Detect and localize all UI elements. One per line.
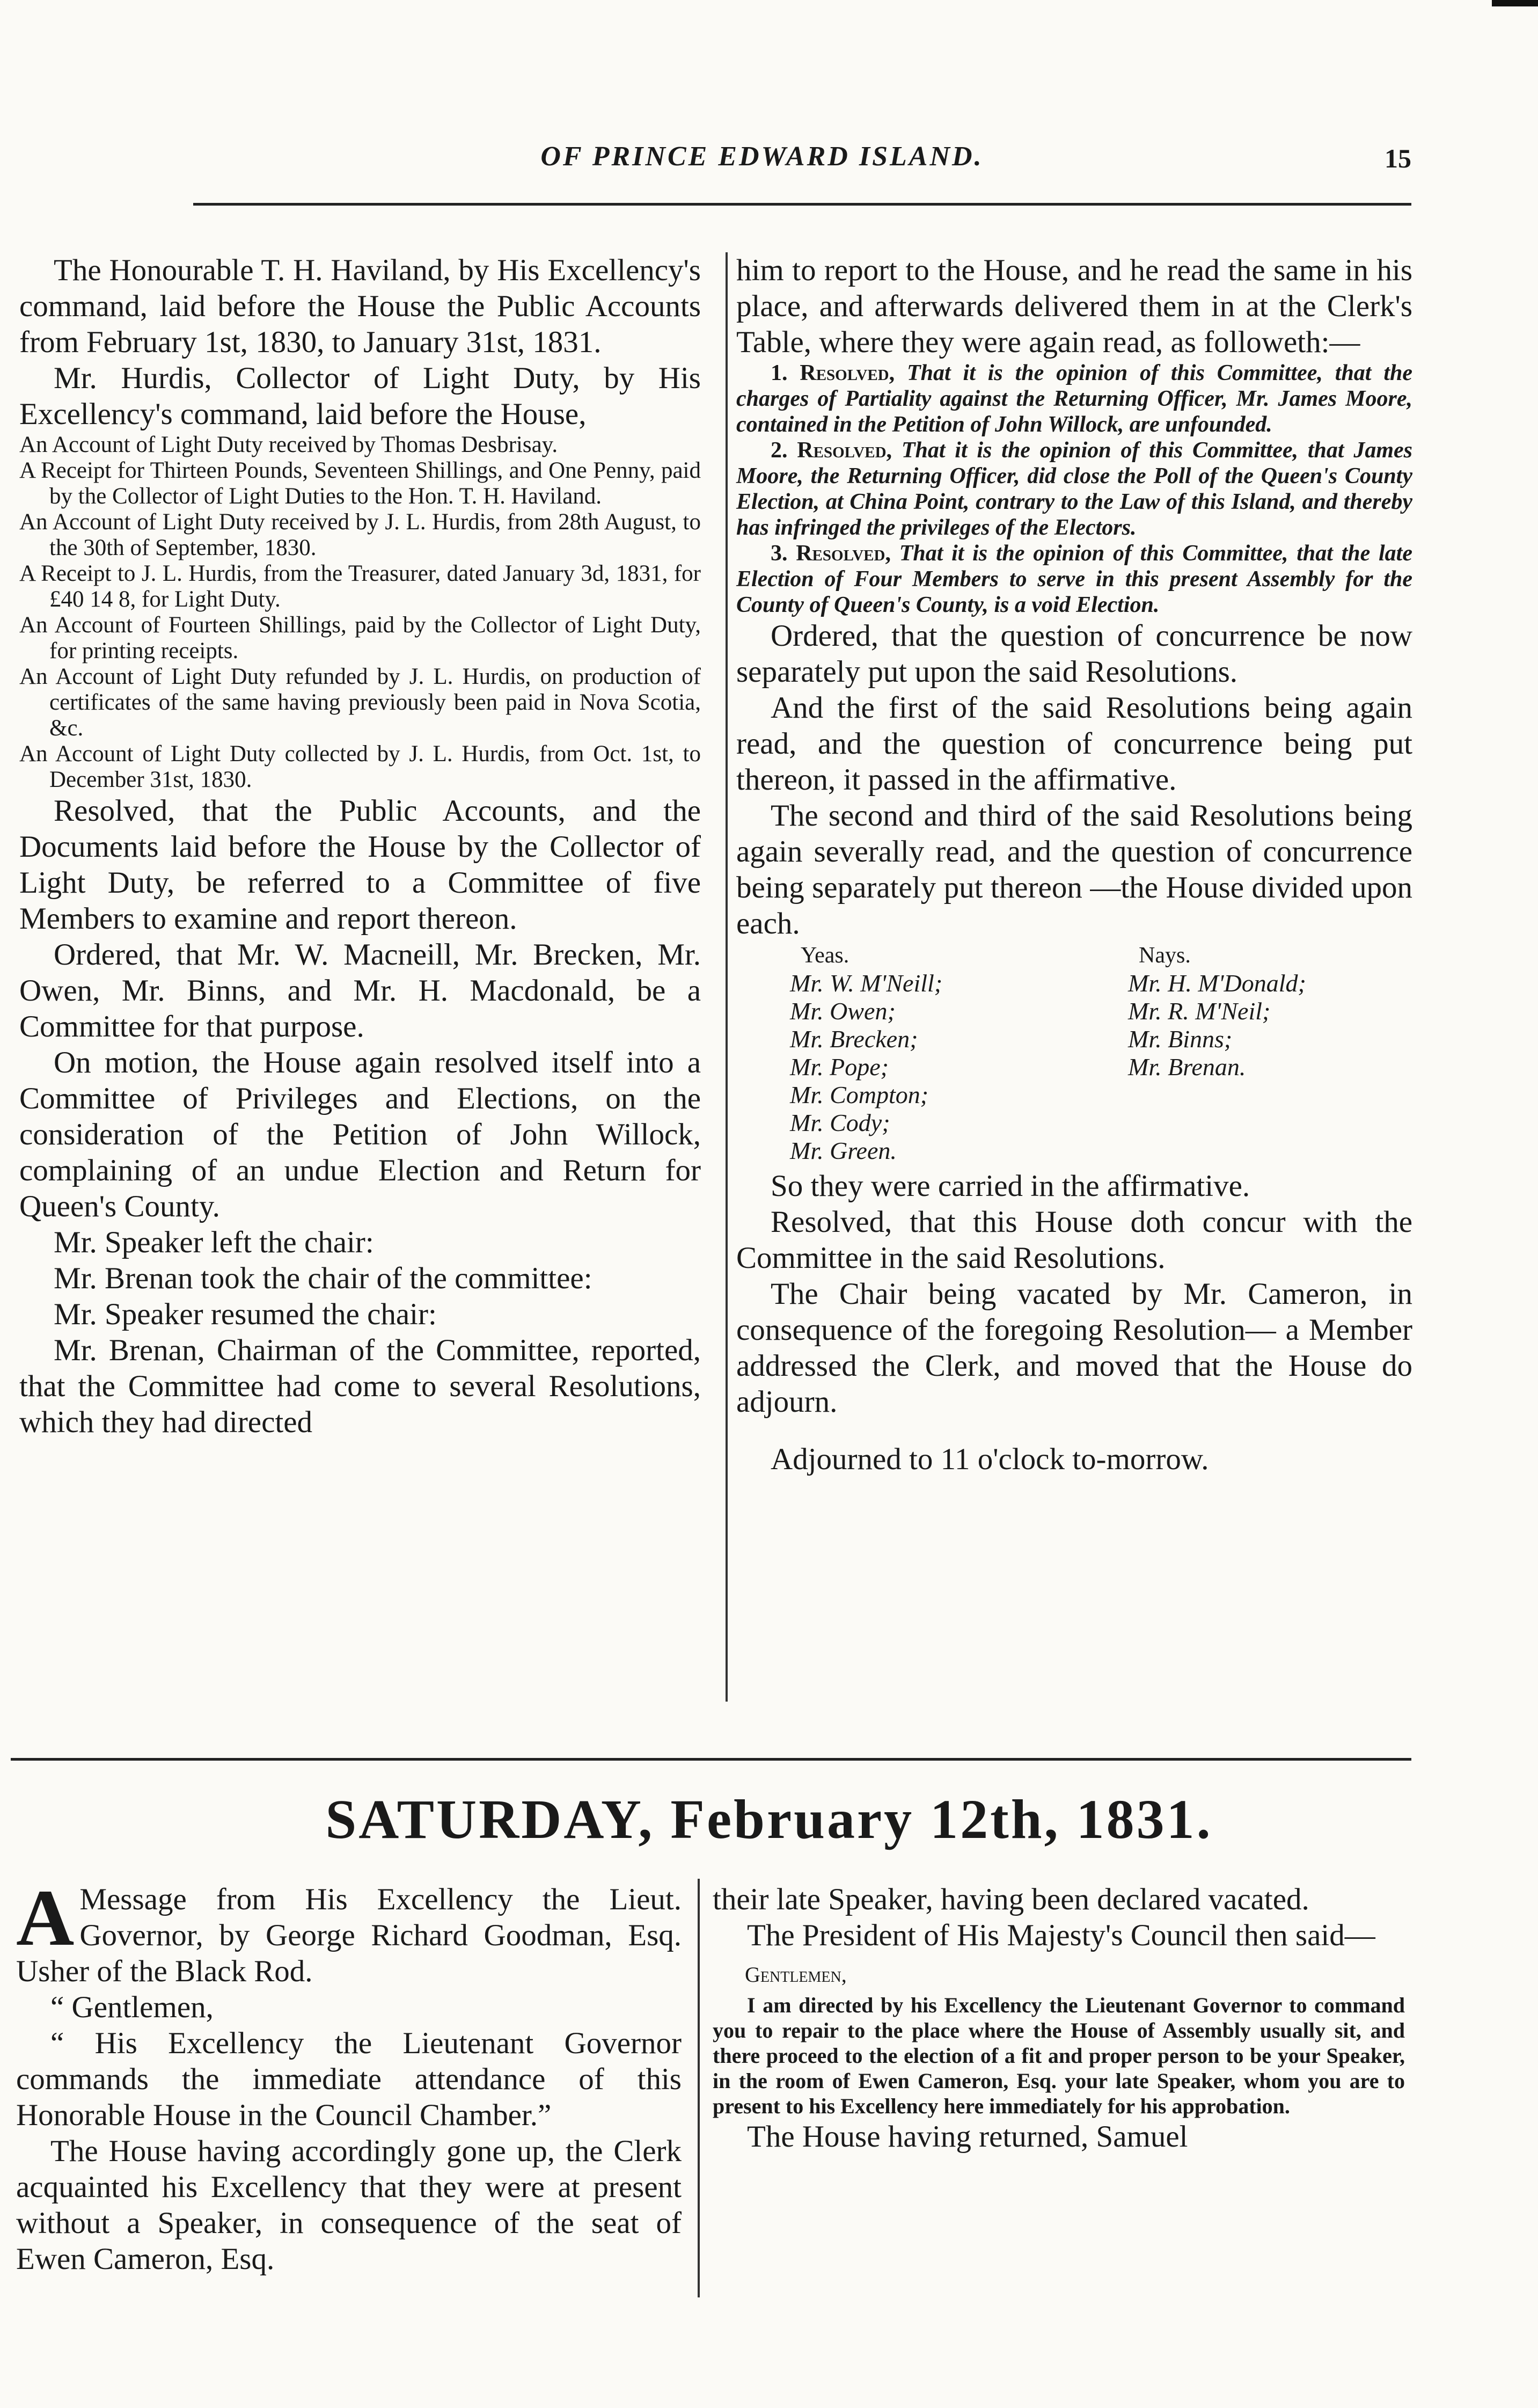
- paragraph: him to report to the House, and he read the same in his place, and afterwards delivered them in at the Clerk's Table, where they were again read, as followeth:—: [736, 253, 1412, 359]
- member-name: Mr. Binns;: [1128, 1025, 1233, 1053]
- resolution-label: 1. Resolved,: [771, 361, 895, 385]
- nays-column: [1074, 942, 1412, 1165]
- paragraph: Ordered, that the question of concurrence be now separately put upon the said Resolutions.: [736, 619, 1412, 689]
- paragraph: The Chair being vacated by Mr. Cameron, in consequence of the foregoing Resolution— a Member addressed the Clerk, and moved that the House do adjourn.: [736, 1277, 1412, 1419]
- paragraph: The President of His Majesty's Council then said—: [747, 1918, 1375, 1952]
- left-column: [19, 252, 701, 1440]
- list-item: A Receipt for Thirteen Pounds, Seventeen Shillings, and One Penny, paid by the Collector of Light Duties to the Hon. T. H. Haviland.: [19, 458, 701, 509]
- member-name: Mr. Green.: [790, 1137, 897, 1164]
- resolution-2: [736, 437, 1412, 541]
- division-list: [736, 942, 1412, 1165]
- paragraph: So they were carried in the affirmative.: [771, 1169, 1250, 1203]
- paragraph: Resolved, that the Public Accounts, and the Documents laid before the House by the Collector of Light Duty, be referred to a Committee of five Members to examine and report thereon.: [19, 794, 701, 936]
- list-item: A Receipt to J. L. Hurdis, from the Treasurer, dated January 3d, 1831, for £40 14 8, for Light Duty.: [19, 561, 701, 612]
- page-number: 15: [1385, 143, 1411, 173]
- paragraph: Resolved, that this House doth concur with the Committee in the said Resolutions.: [736, 1205, 1412, 1275]
- yeas-label: Yeas.: [801, 943, 849, 968]
- paragraph: Adjourned to 11 o'clock to-morrow.: [771, 1442, 1209, 1476]
- paragraph: “ Gentlemen,: [50, 1990, 214, 2024]
- resolution-label: 2. Resolved,: [771, 438, 892, 463]
- paragraph: Mr. Hurdis, Collector of Light Duty, by His Excellency's command, laid before the House,: [19, 361, 701, 431]
- member-name: Mr. Cody;: [790, 1109, 890, 1136]
- list-item: An Account of Fourteen Shillings, paid by the Collector of Light Duty, for printing receipts.: [19, 612, 701, 663]
- list-item: An Account of Light Duty refunded by J. L. Hurdis, on production of certificates of the same having previously been paid in Nova Scotia, &c.: [19, 664, 701, 741]
- resolution-3: [736, 541, 1412, 618]
- column-divider-top: [726, 252, 728, 1702]
- nays-label: Nays.: [1139, 943, 1191, 968]
- resolution-text: That it is the opinion of this Committee, that the charges of Partiality against the Returning Officer, Mr. James Moore, contained in the Petition of John Willock, are unfounded.: [736, 361, 1413, 437]
- list-item: An Account of Light Duty collected by J. L. Hurdis, from Oct. 1st, to December 31st, 1830.: [19, 741, 701, 792]
- salutation: Gentlemen,: [745, 1962, 847, 1987]
- paragraph: The second and third of the said Resolutions being again severally read, and the question of concurrence being separately put thereon —the House divided upon each.: [736, 799, 1412, 940]
- column-divider-bottom: [698, 1879, 700, 2297]
- paragraph: The Honourable T. H. Haviland, by His Excellency's command, laid before the House the Public Accounts from February 1st, 1830, to January 31st, 1831.: [19, 253, 701, 359]
- paragraph: The House having accordingly gone up, the Clerk acquainted his Excellency that they were at present without a Speaker, in consequence of the seat of Ewen Cameron, Esq.: [16, 2134, 682, 2276]
- top-edge-rule: [1492, 0, 1538, 6]
- right-column: [736, 252, 1412, 1477]
- running-head: [0, 141, 1538, 178]
- resolution-text: That it is the opinion of this Committee, that James Moore, the Returning Officer, did close the Poll of the Queen's County Election, at China Point, contrary to the Law of this Island, and thereby has infringed the privileges of the Electors.: [736, 438, 1413, 540]
- paragraph: Ordered, that Mr. W. Macneill, Mr. Brecken, Mr. Owen, Mr. Binns, and Mr. H. Macdonald, be a Committee for that purpose.: [19, 938, 701, 1044]
- resolution-label: 3. Resolved,: [771, 541, 891, 566]
- paragraph: their late Speaker, having been declared vacated.: [713, 1882, 1309, 1916]
- paragraph: On motion, the House again resolved itself into a Committee of Privileges and Elections, on the consideration of the Petition of John Willock, complaining of an undue Election and Return for Queen's County.: [19, 1046, 701, 1223]
- member-name: Mr. Brecken;: [790, 1025, 918, 1053]
- header-rule: [193, 203, 1411, 206]
- document-list: [19, 432, 701, 793]
- member-name: Mr. W. M'Neill;: [790, 969, 943, 997]
- paragraph: Mr. Brenan, Chairman of the Committee, reported, that the Committee had come to several Resolutions, which they had directed: [19, 1333, 701, 1439]
- yeas-column: [736, 942, 1074, 1165]
- drop-cap: A: [16, 1873, 75, 1962]
- paragraph: Mr. Brenan took the chair of the committee:: [54, 1261, 592, 1295]
- paragraph: The House having returned, Samuel: [747, 2120, 1188, 2154]
- bottom-left-column: [16, 1873, 682, 2277]
- running-title: OF PRINCE EDWARD ISLAND.: [540, 141, 984, 172]
- resolution-text: That it is the opinion of this Committee, that the late Election of Four Members to serve in this present Assembly for the County of Queen's County, is a void Election.: [736, 541, 1412, 617]
- paragraph: Mr. Speaker resumed the chair:: [54, 1297, 437, 1331]
- paragraph: And the first of the said Resolutions being again read, and the question of concurrence being put thereon, it passed in the affirmative.: [736, 691, 1412, 797]
- paragraph: Mr. Speaker left the chair:: [54, 1225, 374, 1259]
- member-name: Mr. Brenan.: [1128, 1053, 1246, 1081]
- list-item: An Account of Light Duty received by Thomas Desbrisay.: [19, 432, 558, 457]
- resolution-1: [736, 360, 1412, 437]
- member-name: Mr. R. M'Neil;: [1128, 997, 1271, 1025]
- member-name: Mr. Compton;: [790, 1081, 929, 1108]
- member-name: Mr. Pope;: [790, 1053, 889, 1081]
- member-name: Mr. Owen;: [790, 997, 896, 1025]
- list-item: An Account of Light Duty received by J. L. Hurdis, from 28th August, to the 30th of September, 1830.: [19, 509, 701, 560]
- paragraph: “ His Excellency the Lieutenant Governor commands the immediate attendance of this Honorable House in the Council Chamber.”: [16, 2026, 682, 2132]
- section-heading: SATURDAY, February 12th, 1831.: [325, 1789, 1213, 1850]
- paragraph: A Message from His Excellency the Lieut. Governor, by George Richard Goodman, Esq. Usher of the Black Rod.: [16, 1873, 682, 1988]
- address-text: I am directed by his Excellency the Lieutenant Governor to command you to repair to the place where the House of Assembly usually sit, and there proceed to the election of a fit and proper person to be your Speaker, in the room of Ewen Cameron, Esq. your late Speaker, whom you are to present to his Excellency here immediately for his approbation.: [713, 1993, 1405, 2118]
- section-rule: [11, 1758, 1411, 1761]
- bottom-right-column: [713, 1881, 1405, 2155]
- member-name: Mr. H. M'Donald;: [1128, 969, 1306, 997]
